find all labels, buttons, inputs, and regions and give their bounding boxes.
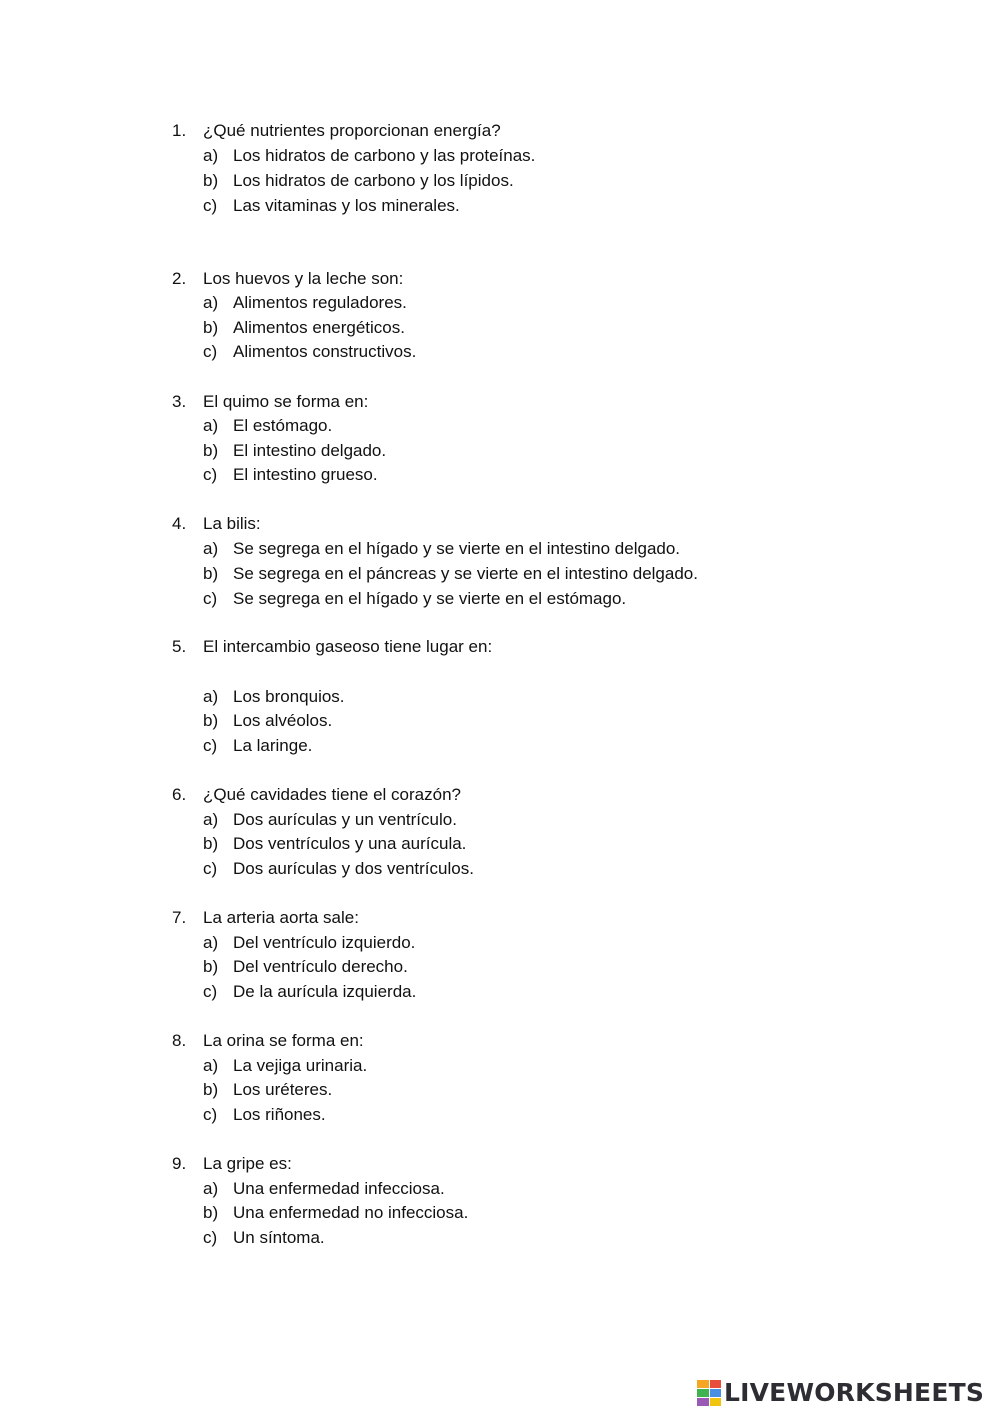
option-letter: a): [203, 933, 219, 952]
logo-tile: [697, 1398, 709, 1406]
option-letter: a): [203, 687, 219, 706]
question-text: Los huevos y la leche son:: [203, 269, 404, 288]
option-letter: a): [203, 810, 219, 829]
option-text: Una enfermedad infecciosa.: [233, 1179, 445, 1198]
option-letter: b): [203, 834, 219, 853]
option-letter: c): [203, 982, 218, 1001]
option-letter: a): [203, 146, 219, 165]
question-number: 9.: [172, 1154, 187, 1173]
liveworksheets-logo: [697, 1378, 984, 1408]
option-letter: b): [203, 441, 219, 460]
option-text: Los riñones.: [233, 1105, 326, 1124]
option-text: El intestino grueso.: [233, 465, 378, 484]
option-letter: c): [203, 342, 218, 361]
question-text: El intercambio gaseoso tiene lugar en:: [203, 637, 493, 656]
question-text: ¿Qué nutrientes proporcionan energía?: [203, 121, 501, 140]
option-text: Dos aurículas y un ventrículo.: [233, 810, 457, 829]
option-letter: a): [203, 539, 219, 558]
option-letter: b): [203, 318, 219, 337]
logo-tile: [697, 1380, 709, 1388]
option-letter: b): [203, 957, 219, 976]
option-letter: b): [203, 564, 219, 583]
option-letter: a): [203, 293, 219, 312]
question-number: 5.: [172, 637, 187, 656]
question-text: ¿Qué cavidades tiene el corazón?: [203, 785, 461, 804]
option-letter: c): [203, 859, 218, 878]
question-number: 7.: [172, 908, 187, 927]
option-text: Los alvéolos.: [233, 711, 333, 730]
option-text: Alimentos energéticos.: [233, 318, 405, 337]
question-text: El quimo se forma en:: [203, 392, 369, 411]
question-text: La bilis:: [203, 514, 261, 533]
option-text: La laringe.: [233, 736, 313, 755]
option-letter: a): [203, 1056, 219, 1075]
option-text: Los hidratos de carbono y las proteínas.: [233, 146, 536, 165]
option-letter: c): [203, 196, 218, 215]
option-letter: c): [203, 736, 218, 755]
option-text: Se segrega en el páncreas y se vierte en el intestino delgado.: [233, 564, 698, 583]
option-text: Los hidratos de carbono y los lípidos.: [233, 171, 514, 190]
option-text: Dos aurículas y dos ventrículos.: [233, 859, 474, 878]
question-number: 1.: [172, 121, 187, 140]
option-text: Los uréteres.: [233, 1080, 333, 1099]
logo-tile: [710, 1398, 722, 1406]
option-letter: b): [203, 171, 219, 190]
option-letter: c): [203, 465, 218, 484]
option-text: Se segrega en el hígado y se vierte en el intestino delgado.: [233, 539, 681, 558]
logo-text: LIVEWORKSHEETS: [724, 1378, 985, 1407]
option-letter: b): [203, 1203, 219, 1222]
option-text: Del ventrículo derecho.: [233, 957, 408, 976]
question-number: 3.: [172, 392, 187, 411]
logo-tile: [697, 1389, 709, 1397]
option-text: La vejiga urinaria.: [233, 1056, 368, 1075]
logo-tile: [710, 1389, 722, 1397]
question-number: 6.: [172, 785, 187, 804]
option-letter: c): [203, 1228, 218, 1247]
option-letter: a): [203, 416, 219, 435]
option-text: Las vitaminas y los minerales.: [233, 196, 460, 215]
question-text: La orina se forma en:: [203, 1031, 364, 1050]
option-letter: c): [203, 1105, 218, 1124]
question-number: 2.: [172, 269, 187, 288]
option-letter: b): [203, 1080, 219, 1099]
option-text: Los bronquios.: [233, 687, 345, 706]
option-text: Un síntoma.: [233, 1228, 325, 1247]
question-number: 4.: [172, 514, 187, 533]
option-text: Del ventrículo izquierdo.: [233, 933, 416, 952]
liveworksheets-icon: [697, 1380, 721, 1406]
option-text: El estómago.: [233, 416, 333, 435]
option-letter: b): [203, 711, 219, 730]
option-letter: a): [203, 1179, 219, 1198]
option-text: Una enfermedad no infecciosa.: [233, 1203, 469, 1222]
option-letter: c): [203, 589, 218, 608]
option-text: De la aurícula izquierda.: [233, 982, 417, 1001]
option-text: Se segrega en el hígado y se vierte en el estómago.: [233, 589, 627, 608]
logo-tile: [710, 1380, 722, 1388]
question-number: 8.: [172, 1031, 187, 1050]
option-text: El intestino delgado.: [233, 441, 387, 460]
option-text: Dos ventrículos y una aurícula.: [233, 834, 467, 853]
option-text: Alimentos reguladores.: [233, 293, 407, 312]
option-text: Alimentos constructivos.: [233, 342, 417, 361]
question-text: La arteria aorta sale:: [203, 908, 359, 927]
question-text: La gripe es:: [203, 1154, 292, 1173]
